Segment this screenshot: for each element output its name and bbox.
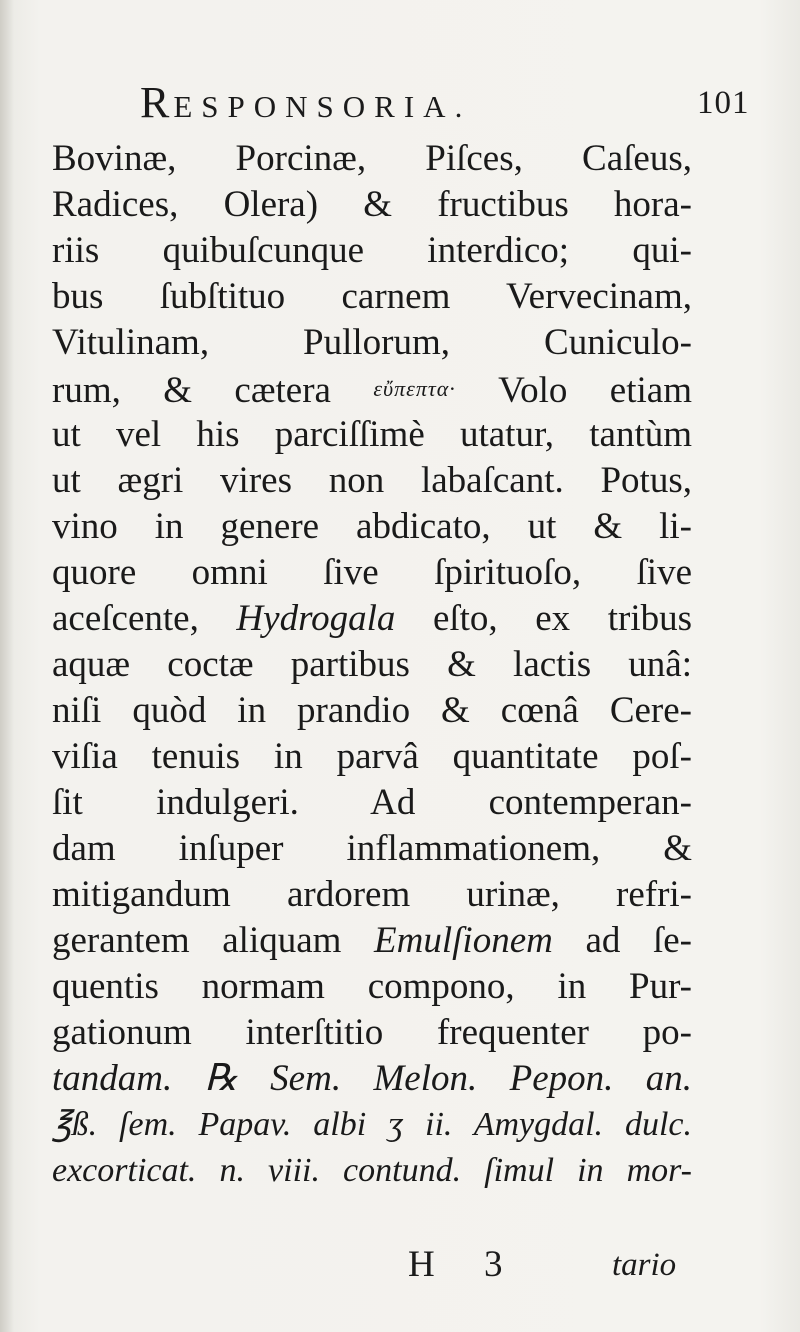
signature-mark: H 3: [408, 1244, 523, 1285]
text-line: [52, 964, 692, 1010]
text-segment: ut vel his parciſſimè utatur, tantùm: [52, 414, 692, 455]
catchword: tario: [612, 1247, 677, 1283]
text-line: [52, 688, 692, 734]
text-line: [52, 918, 692, 964]
text-line: [52, 550, 692, 596]
text-line: [52, 182, 692, 228]
text-segment: vino in genere abdicato, ut & li-: [52, 506, 692, 547]
text-line: [52, 1102, 692, 1148]
running-head: [140, 78, 471, 132]
italic-term: Hydrogala: [236, 598, 396, 639]
text-segment: niſi quòd in prandio & cœnâ Cere-: [52, 690, 692, 731]
greek-word: εὔπεπτα·: [373, 376, 456, 401]
text-line: [52, 228, 692, 274]
page-edge-shadow: [0, 0, 14, 1332]
text-segment: Bovinæ, Porcinæ, Piſces, Caſeus,: [52, 138, 692, 179]
italic-text-segment: tandam. ℞ Sem. Melon. Pepon. an.: [52, 1058, 692, 1099]
text-segment: quentis normam compono, in Pur-: [52, 966, 692, 1007]
text-segment: ut ægri vires non labaſcant. Potus,: [52, 460, 692, 501]
body-text: [52, 136, 692, 1194]
text-segment: Radices, Olera) & fructibus hora-: [52, 184, 692, 225]
text-line: [52, 458, 692, 504]
page-header: [0, 78, 800, 128]
text-line: [52, 1010, 692, 1056]
italic-term: Emulſionem: [374, 920, 553, 961]
text-segment: viſia tenuis in parvâ quantitate poſ-: [52, 736, 692, 777]
text-segment: aquæ coctæ partibus & lactis unâ:: [52, 644, 692, 685]
text-line: [52, 780, 692, 826]
running-head-text: ESPONSORIA.: [173, 89, 472, 124]
text-line: [52, 734, 692, 780]
text-segment: mitigandum ardorem urinæ, refri-: [52, 874, 692, 915]
text-line: [52, 1148, 692, 1194]
text-line: [52, 136, 692, 182]
text-segment: gationum interſtitio frequenter po-: [52, 1012, 692, 1053]
text-segment: aceſcente,: [52, 598, 237, 639]
text-segment: quore omni ſive ſpirituoſo, ſive: [52, 552, 692, 593]
text-line: [52, 366, 692, 412]
text-segment: ſit indulgeri. Ad contemperan-: [52, 782, 692, 823]
text-line: [52, 274, 692, 320]
text-segment: gerantem aliquam: [52, 920, 375, 961]
text-line: [52, 826, 692, 872]
text-line: [52, 320, 692, 366]
text-segment: Volo etiam: [455, 370, 692, 411]
text-segment: riis quibuſcunque interdico; qui-: [52, 230, 692, 271]
text-segment: rum, & cætera: [52, 370, 374, 411]
text-segment: eſto, ex tribus: [395, 598, 693, 639]
italic-text-segment: excorticat. n. viii. contund. ſimul in mor-: [52, 1152, 692, 1189]
text-line: [52, 872, 692, 918]
text-segment: bus ſubſtituo carnem Vervecinam,: [52, 276, 692, 317]
text-line: [52, 504, 692, 550]
italic-text-segment: ℥ß. ſem. Papav. albi ʒ ii. Amygdal. dulc.: [52, 1106, 692, 1143]
text-segment: ad ſe-: [552, 920, 692, 961]
text-segment: dam inſuper inflammationem, &: [52, 828, 692, 869]
text-line: [52, 596, 692, 642]
text-segment: Vitulinam, Pullorum, Cuniculo-: [52, 322, 692, 363]
running-head-initial: R: [140, 78, 174, 127]
page-number: 101: [697, 85, 750, 121]
text-line: [52, 642, 692, 688]
text-line: [52, 412, 692, 458]
page-footer: [0, 1240, 800, 1290]
text-line: [52, 1056, 692, 1102]
